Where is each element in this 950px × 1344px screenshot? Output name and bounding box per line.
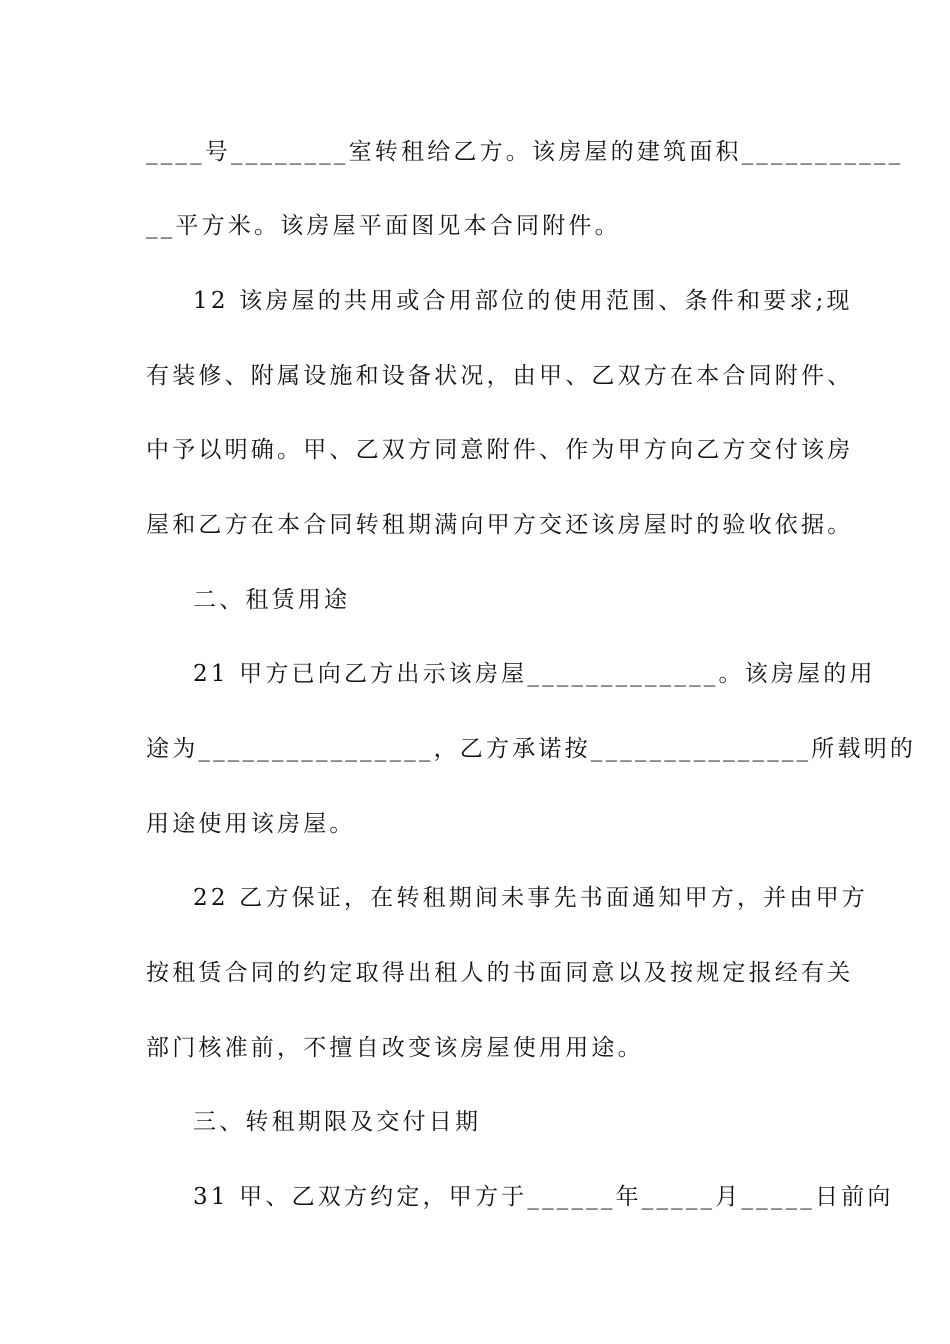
text-line: __平方米。该房屋平面图见本合同附件。	[146, 213, 621, 239]
text-line: 中予以明确。甲、乙双方同意附件、作为甲方向乙方交付该房	[146, 437, 854, 463]
text-line: 用途使用该房屋。	[146, 811, 356, 837]
text-line: 22 乙方保证，在转租期间未事先书面通知甲方，并由甲方	[193, 885, 868, 911]
section-heading: 三、转租期限及交付日期	[193, 1109, 482, 1135]
text-line: 途为________________，乙方承诺按_______________所载明的	[146, 736, 917, 762]
text-line: 按租赁合同的约定取得出租人的书面同意以及按规定报经有关	[146, 960, 854, 986]
text-line: ____号________室转租给乙方。该房屋的建筑面积___________	[146, 139, 904, 165]
text-line: 21 甲方已向乙方出示该房屋_____________。该房屋的用	[193, 661, 876, 687]
text-line: 有装修、附属设施和设备状况，由甲、乙双方在本合同附件、	[146, 363, 854, 389]
text-line: 部门核准前，不擅自改变该房屋使用用途。	[146, 1035, 644, 1061]
text-line: 12 该房屋的共用或合用部位的使用范围、条件和要求;现	[193, 288, 853, 314]
text-line: 屋和乙方在本合同转租期满向甲方交还该房屋时的验收依据。	[146, 512, 854, 538]
text-line: 31 甲、乙双方约定，甲方于______年_____月_____日前向	[193, 1184, 894, 1210]
section-heading: 二、租赁用途	[193, 587, 351, 613]
